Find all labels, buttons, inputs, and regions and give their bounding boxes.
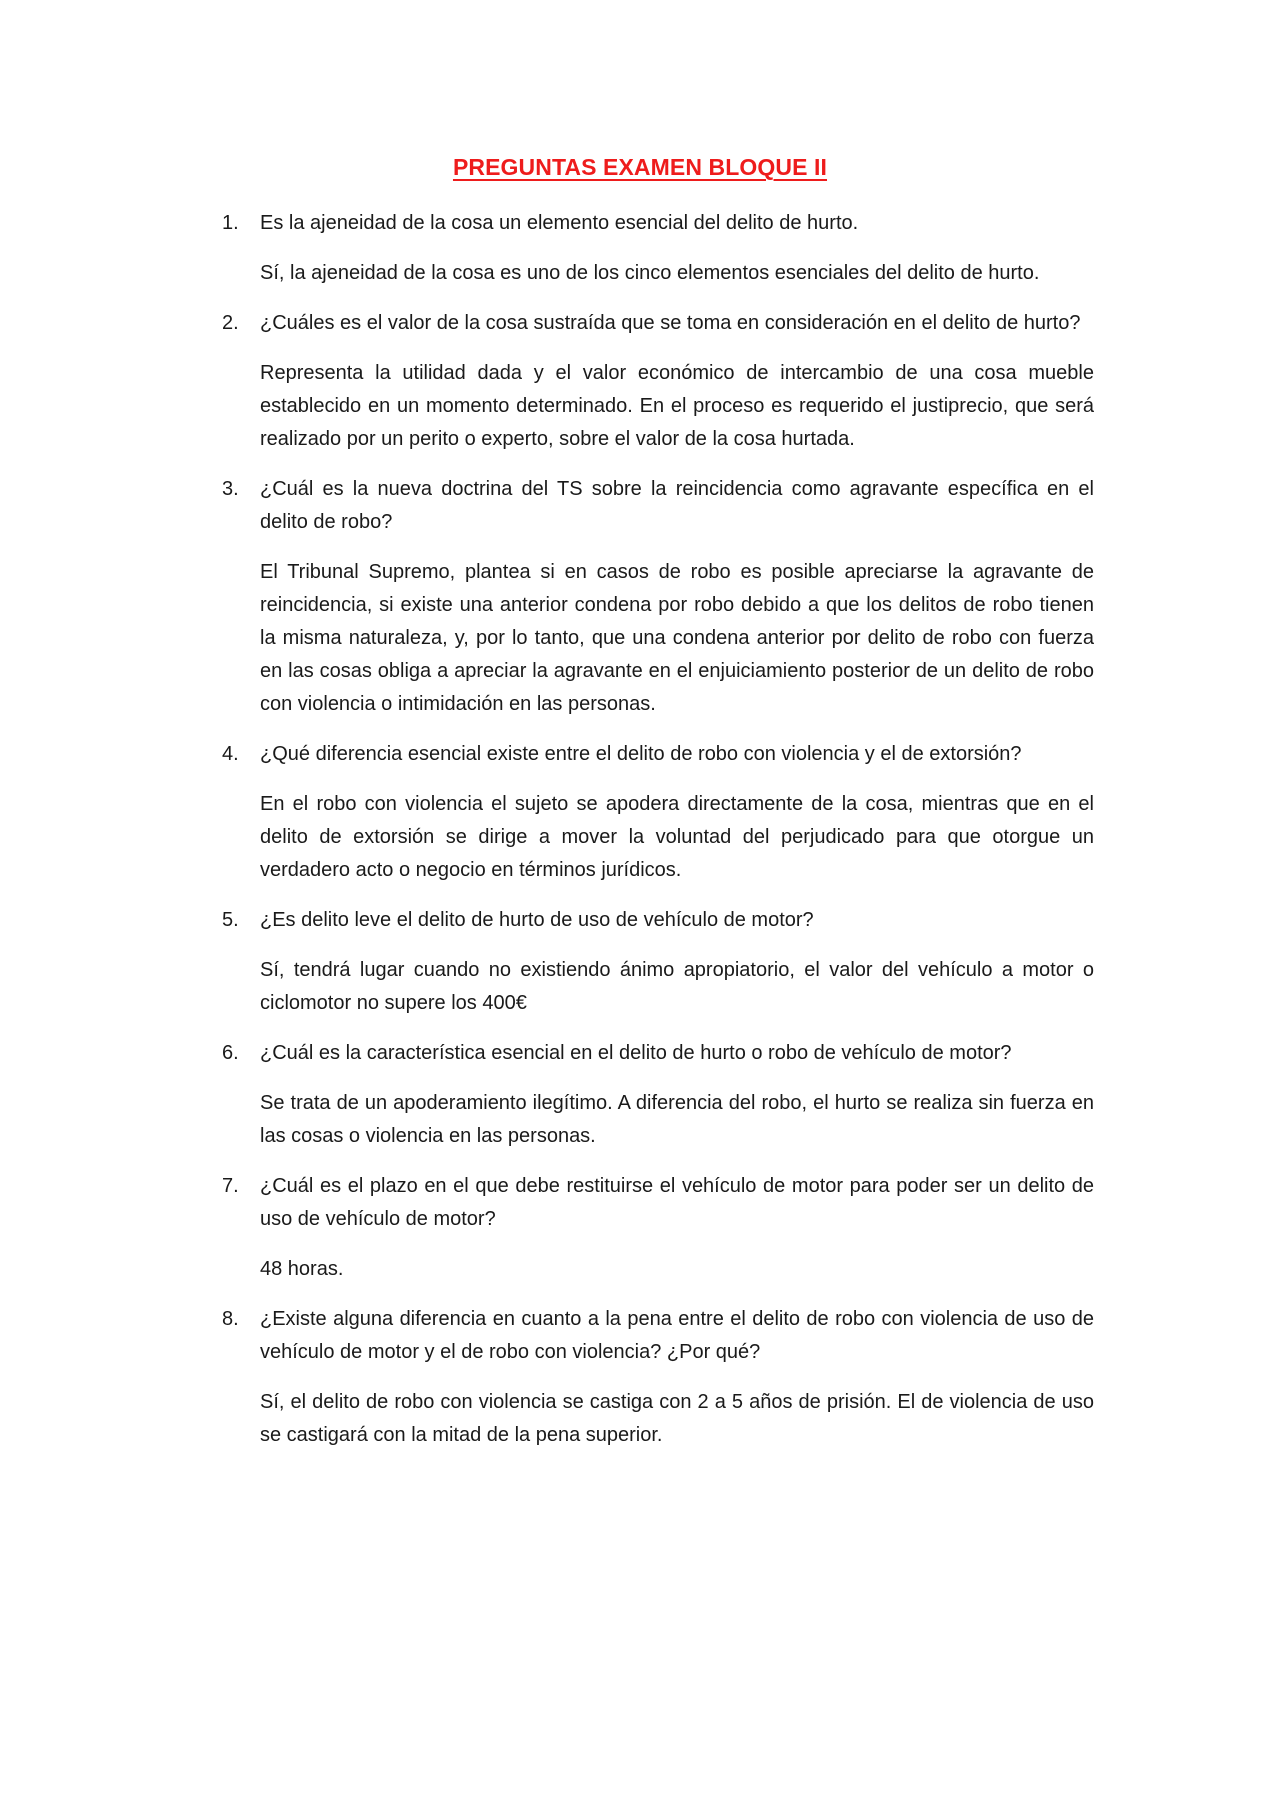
- list-item: [222, 1170, 1094, 1286]
- question-number: 4.: [222, 743, 239, 765]
- question-text: ¿Es delito leve el delito de hurto de uso de vehículo de motor?: [260, 909, 814, 931]
- question-number: 5.: [222, 909, 239, 931]
- question-text: ¿Cuál es la característica esencial en el delito de hurto o robo de vehículo de motor?: [260, 1042, 1012, 1064]
- question-text: ¿Qué diferencia esencial existe entre el delito de robo con violencia y el de extorsión?: [260, 743, 1022, 765]
- question-number: 8.: [222, 1308, 239, 1330]
- question-text: ¿Cuál es el plazo en el que debe restituirse el vehículo de motor para poder ser un delito de uso de vehículo de motor?: [260, 1175, 1094, 1230]
- question-list: [222, 207, 1094, 1469]
- list-item: [222, 473, 1094, 721]
- answer-text: 48 horas.: [260, 1258, 344, 1280]
- question-text: Es la ajeneidad de la cosa un elemento esencial del delito de hurto.: [260, 212, 859, 234]
- question-number: 7.: [222, 1175, 239, 1197]
- answer-text: Sí, la ajeneidad de la cosa es uno de los cinco elementos esenciales del delito de hurto.: [260, 262, 1040, 284]
- question-text: ¿Existe alguna diferencia en cuanto a la pena entre el delito de robo con violencia de uso de vehículo de motor y el de robo con violencia? ¿Por qué?: [260, 1308, 1094, 1363]
- question-number: 3.: [222, 478, 239, 500]
- list-item: [222, 207, 1094, 290]
- answer-text: Sí, tendrá lugar cuando no existiendo ánimo apropiatorio, el valor del vehículo a motor o ciclomotor no supere los 400€: [260, 959, 1094, 1014]
- page-title: PREGUNTAS EXAMEN BLOQUE II: [452, 154, 828, 180]
- question-number: 1.: [222, 212, 239, 234]
- list-item: [222, 904, 1094, 1020]
- answer-text: Representa la utilidad dada y el valor económico de intercambio de una cosa mueble establecido en un momento determinado. En el proceso es requerido el justiprecio, que será realizado por un perito o experto, sobre el valor de la cosa hurtada.: [260, 362, 1094, 450]
- question-text: ¿Cuál es la nueva doctrina del TS sobre la reincidencia como agravante específica en el delito de robo?: [260, 478, 1094, 533]
- question-number: 6.: [222, 1042, 239, 1064]
- question-text: ¿Cuáles es el valor de la cosa sustraída que se toma en consideración en el delito de hurto?: [260, 312, 1081, 334]
- answer-text: En el robo con violencia el sujeto se apodera directamente de la cosa, mientras que en el delito de extorsión se dirige a mover la voluntad del perjudicado para que otorgue un verdadero acto o negocio en términos jurídicos.: [260, 793, 1094, 881]
- list-item: [222, 738, 1094, 887]
- list-item: [222, 1303, 1094, 1452]
- answer-text: Sí, el delito de robo con violencia se castiga con 2 a 5 años de prisión. El de violencia de uso se castigará con la mitad de la pena superior.: [260, 1391, 1094, 1446]
- answer-text: Se trata de un apoderamiento ilegítimo. A diferencia del robo, el hurto se realiza sin fuerza en las cosas o violencia en las personas.: [260, 1092, 1094, 1147]
- list-item: [222, 1037, 1094, 1153]
- question-number: 2.: [222, 312, 239, 334]
- list-item: [222, 307, 1094, 456]
- answer-text: El Tribunal Supremo, plantea si en casos de robo es posible apreciarse la agravante de reincidencia, si existe una anterior condena por robo debido a que los delitos de robo tienen la misma naturaleza, y, por lo tanto, que una condena anterior por delito de robo con fuerza en las cosas obliga a apreciar la agravante en el enjuiciamiento posterior de un delito de robo con violencia o intimidación en las personas.: [260, 561, 1094, 715]
